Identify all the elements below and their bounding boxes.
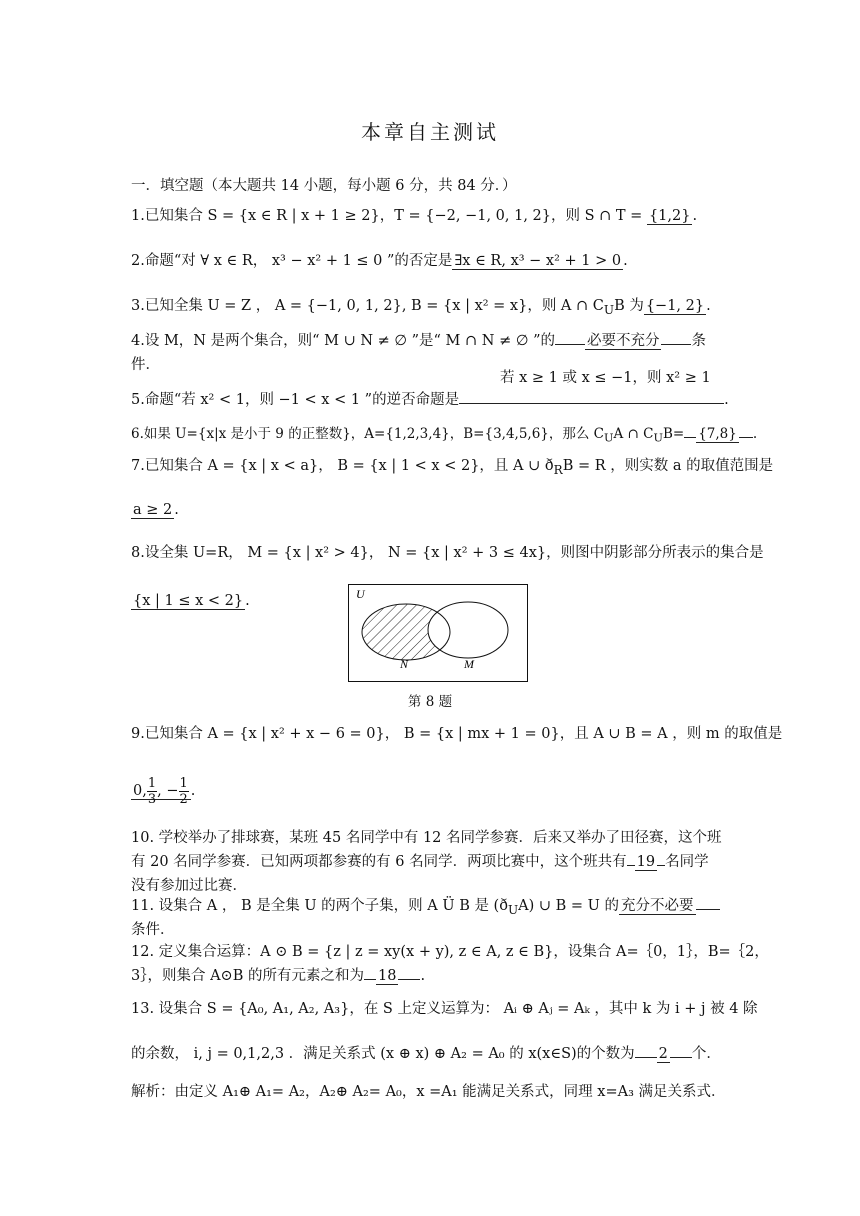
- question-8: 8.设全集 U=R， M = {x | x² > 4}， N = {x | x² + 3 ≤ 4x}，则图中阴影部分所表示的集合是: [131, 545, 764, 561]
- q4-line-2: 件．: [131, 357, 160, 373]
- q5-answer: 若 x ≥ 1 或 x ≤ −1，则 x² ≥ 1: [500, 370, 711, 386]
- question-6: 6.如果 U={x|x 是小于 9 的正整数}，A={1,2,3,4}，B={3,4,5,6}，那么 $C_UA$ ∩ $C_UB= \{7,8\}$ .: [131, 426, 758, 445]
- q6-text-2: B=: [662, 426, 685, 442]
- q5-text: 5.命题“若 x² < 1，则 −1 < x < 1 ”的逆否命题是: [131, 392, 460, 408]
- question-5: 5.命题“若 x² < 1，则 −1 < x < 1 ”的逆否命题是 .: [131, 392, 729, 408]
- question-1: 1.已知集合 S = {x ∈ R | x + 1 ≥ 2}，T = {−2, −1, 0, 1, 2}，则 S ∩ T = {1,2} .: [131, 208, 698, 224]
- q9-answer: 0, $\frac{1}{3}$ , − $\frac{1}{2}$: [131, 783, 191, 800]
- question-7: [131, 456, 773, 480]
- label-n: N: [400, 657, 409, 671]
- q7-subscript: R: [553, 462, 563, 477]
- question-2: 2.命题“对 ∀ x ∈ R， x³ − x² + 1 ≤ 0 ”的否定是 ∃x ∈ R, x³ − x² + 1 > 0 .: [131, 253, 628, 269]
- venn-diagram: [348, 584, 528, 682]
- q7-text: 7.已知集合 A = {x | x < a}， B = {x | 1 < x < 2}，且 A ∪ ð: [131, 458, 554, 474]
- set-m-ellipse: [428, 602, 508, 658]
- label-u: U: [356, 587, 365, 601]
- q7-text-2: B = R ，则实数 a 的取值范围是: [562, 458, 774, 474]
- q2-answer: ∃x ∈ R, x³ − x² + 1 > 0: [454, 253, 622, 269]
- question-9: 9.已知集合 A = {x | x² + x − 6 = 0}， B = {x | mx + 1 = 0}，且 A ∪ B = A ，则 m 的取值是: [131, 726, 783, 742]
- q10-answer: 19: [636, 854, 656, 870]
- q7-line-2: a ≥ 2 .: [133, 502, 179, 518]
- q6-answer: {7,8}: [698, 426, 737, 442]
- q3-answer: {−1, 2}: [645, 298, 705, 314]
- q1-text: 1.已知集合 S = {x ∈ R | x + 1 ≥ 2}，T = {−2, −1, 0, 1, 2}，则 S ∩ T =: [131, 208, 647, 224]
- q9-line-2: 0, $\frac{1}{3}$ , − $\frac{1}{2}$ .: [133, 775, 196, 807]
- section-heading: 一．填空题（本大题共 14 小题，每小题 6 分，共 84 分．）: [131, 178, 517, 194]
- analysis-text: 解析：由定义 A₁⊕ A₁= A₂，A₂⊕ A₂= A₀，x =A₁ 能满足关系式，同理 x=A₃ 满足关系式．: [131, 1084, 726, 1100]
- page-title: 本章自主测试: [361, 120, 499, 144]
- question-3: 3.已知全集 U = Z ， A = {−1, 0, 1, 2}, B = {x | x² = x}，则 A ∩ $C_UB$ 为 {−1, 2} .: [131, 298, 711, 317]
- question-10-line-2: 有 20 名同学参赛．已知两项都参赛的有 6 名同学．两项比赛中，这个班共有 19 名同学: [131, 854, 709, 870]
- q3-text: 3.已知全集 U = Z ， A = {−1, 0, 1, 2}, B = {x | x² = x}，则 A ∩ C: [131, 298, 604, 314]
- q7-answer: a ≥ 2: [133, 502, 173, 518]
- question-10-line-3: 没有参加过比赛．: [131, 878, 247, 894]
- question-4: [131, 331, 706, 351]
- q4-text: 4.设 M，N 是两个集合，则“ M ∪ N ≠ ∅ ”是“ M ∩ N ≠ ∅ ”的: [131, 333, 555, 349]
- q11-answer: 充分不必要: [621, 898, 694, 914]
- q8-answer: {x | 1 ≤ x < 2}: [133, 593, 244, 609]
- label-m: M: [464, 657, 474, 671]
- q4-tail: 条: [691, 333, 706, 349]
- question-13-line-1: 13. 设集合 S = {A₀, A₁, A₂, A₃}，在 S 上定义运算为： Aᵢ ⊕ Aⱼ = Aₖ ，其中 k 为 i + j 被 4 除: [131, 1001, 758, 1017]
- fraction-1-3: $\frac{1}{3}$: [147, 775, 157, 807]
- q12-answer: 18: [377, 968, 397, 984]
- fraction-1-2: $\frac{1}{2}$: [179, 775, 188, 807]
- q3-subscript: U: [603, 302, 615, 317]
- question-12-line-2: 3｝，则集合 A⊙B 的所有元素之和为 18 .: [131, 968, 426, 984]
- question-10-line-1: 10. 学校举办了排球赛，某班 45 名同学中有 12 名同学参赛．后来又举办了田径赛，这个班: [131, 830, 722, 846]
- q8-line-2: {x | 1 ≤ x < 2} .: [133, 593, 250, 609]
- q13-answer: 2: [658, 1046, 668, 1062]
- question-12-line-1: 12. 定义集合运算：A ⊙ B = {z | z = xy(x + y), z ∈ A, z ∈ B}，设集合 A=｛0，1｝，B=｛2，: [131, 944, 769, 960]
- q11-line-2: 条件．: [131, 922, 175, 938]
- q2-text: 2.命题“对 ∀ x ∈ R， x³ − x² + 1 ≤ 0 ”的否定是: [131, 253, 453, 269]
- q6-sub-1: U: [604, 431, 614, 445]
- q1-answer: {1,2}: [648, 208, 691, 224]
- q6-mid: A ∩ C: [613, 426, 654, 442]
- question-11: 11. 设集合 A ， B 是全集 U 的两个子集，则 A Ü B 是 $(ð_UA)$ ∪ B = U 的 充分不必要: [131, 896, 720, 920]
- figure-caption: 第 8 题: [407, 694, 453, 710]
- question-13-line-2: 的余数， i, j = 0,1,2,3 ．满足关系式 (x ⊕ x) ⊕ A₂ = A₀ 的 x(x∈S)的个数为 2 个．: [131, 1046, 721, 1062]
- q6-sub-2: U: [653, 431, 663, 445]
- q3-text-2: B 为: [614, 298, 644, 314]
- q6-text: 6.如果 U={x|x 是小于 9 的正整数}，A={1,2,3,4}，B={3,4,5,6}，那么 C: [131, 426, 605, 442]
- q4-answer: 必要不充分: [586, 333, 660, 349]
